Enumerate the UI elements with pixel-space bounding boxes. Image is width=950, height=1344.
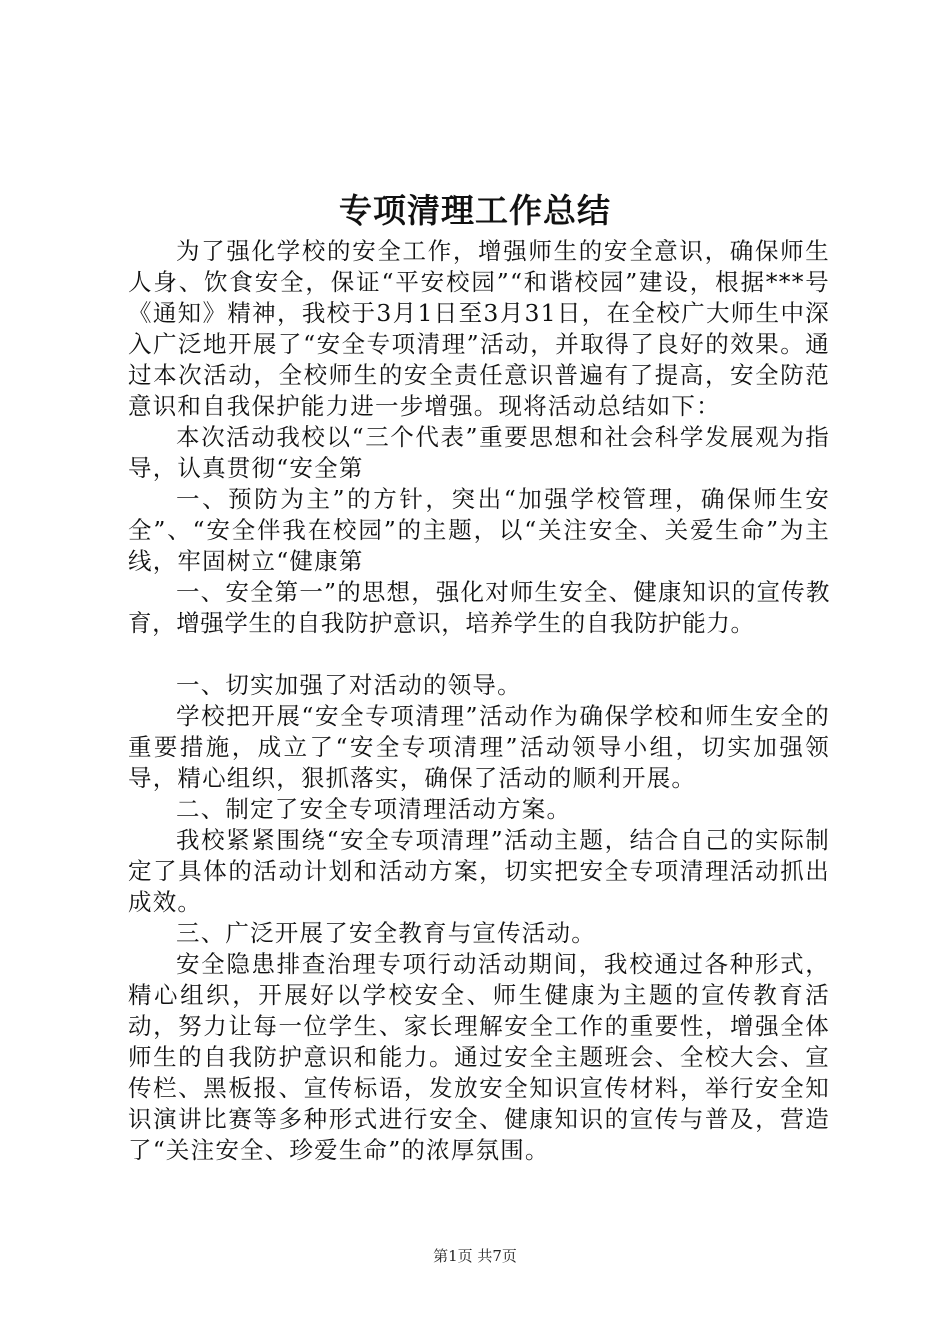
section-heading-1: 一、切实加强了对活动的领导。 xyxy=(176,671,522,699)
document-title: 专项清理工作总结 xyxy=(339,191,611,230)
paragraph-guideline-3: 一、安全第一”的思想，强化对师生安全、健康知识的宣传教育，增强学生的自我防护意识，培养学生的自我防护能力。 xyxy=(128,578,830,637)
paragraph-section-3: 安全隐患排查治理专项行动活动期间，我校通过各种形式，精心组织，开展好以学校安全、师生健康为主题的宣传教育活动，努力让每一位学生、家长理解安全工作的重要性，增强全体师生的自我防护意识和能力。通过安全主题班会、全校大会、宣传栏、黑板报、宣传标语，发放安全知识宣传材料，举行安全知识演讲比赛等多种形式进行安全、健康知识的宣传与普及，营造了“关注安全、珍爱生命”的浓厚氛围。 xyxy=(128,950,830,1164)
paragraph-section-1: 学校把开展“安全专项清理”活动作为确保学校和师生安全的重要措施，成立了“安全专项清理”活动领导小组，切实加强领导，精心组织，狠抓落实，确保了活动的顺利开展。 xyxy=(128,702,830,792)
section-heading-3: 三、广泛开展了安全教育与宣传活动。 xyxy=(176,919,596,947)
paragraph-section-2: 我校紧紧围绕“安全专项清理”活动主题，结合自己的实际制定了具体的活动计划和活动方案，切实把安全专项清理活动抓出成效。 xyxy=(128,826,830,916)
paragraph-guideline-2: 一、预防为主”的方针，突出“加强学校管理，确保师生安全”、“安全伴我在校园”的主题，以“关注安全、关爱生命”为主线，牢固树立“健康第 xyxy=(128,485,830,575)
document-body xyxy=(128,236,830,1166)
paragraph-spacer xyxy=(128,639,830,670)
paragraph-intro: 为了强化学校的安全工作，增强师生的安全意识，确保师生人身、饮食安全，保证“平安校园”“和谐校园”建设，根据***号《通知》精神，我校于3月1日至3月31日，在全校广大师生中深入广泛地开展了“安全专项清理”活动，并取得了良好的效果。通过本次活动，全校师生的安全责任意识普遍有了提高，安全防范意识和自我保护能力进一步增强。现将活动总结如下： xyxy=(128,237,830,420)
page-number-footer: 第1页 共7页 xyxy=(433,1247,517,1265)
paragraph-guideline-1: 本次活动我校以“三个代表”重要思想和社会科学发展观为指导，认真贯彻“安全第 xyxy=(128,423,830,482)
section-heading-2: 二、制定了安全专项清理活动方案。 xyxy=(176,795,572,823)
